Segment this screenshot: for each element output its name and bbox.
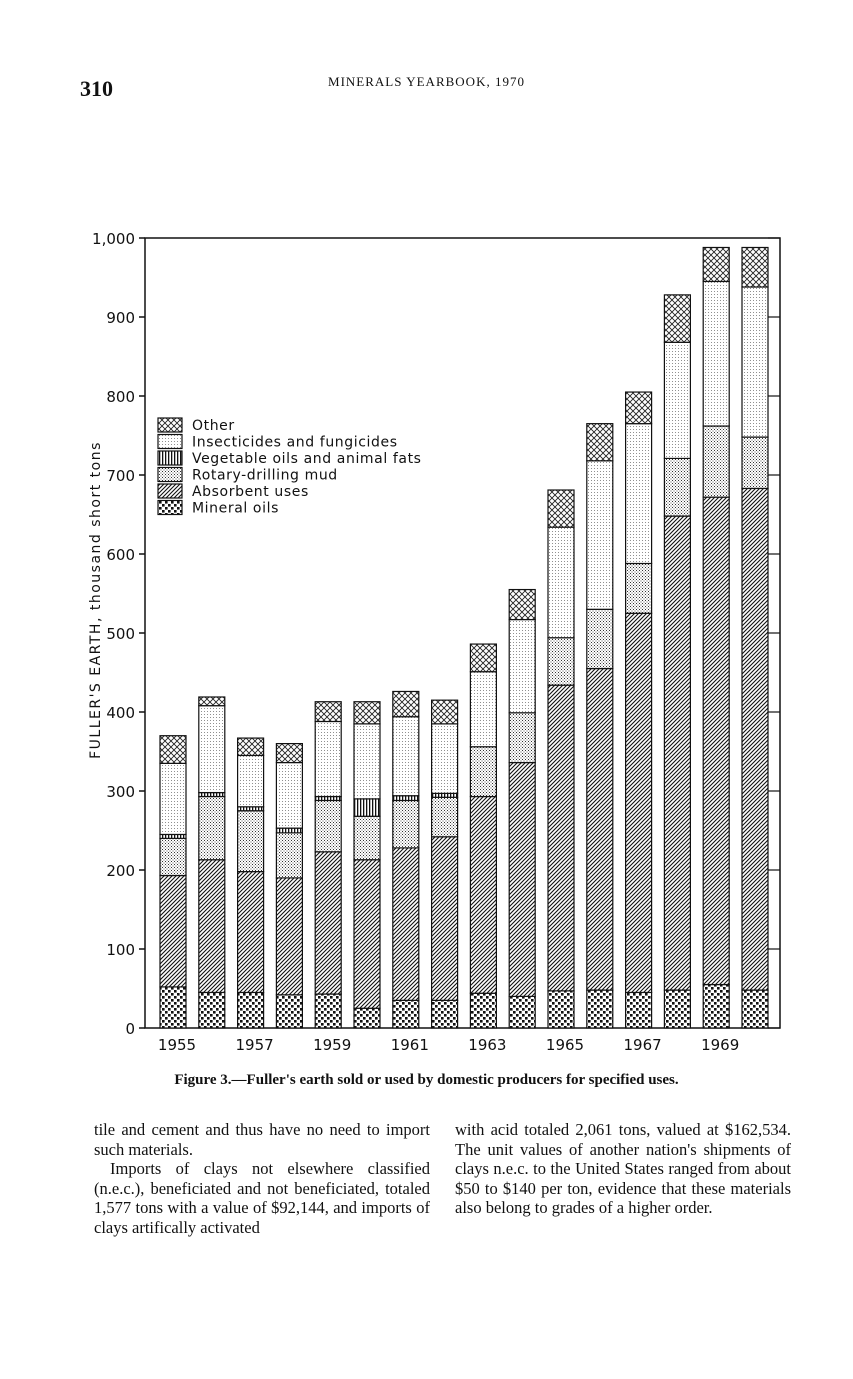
bar-segment bbox=[742, 437, 768, 488]
bar-segment bbox=[160, 987, 186, 1028]
figure-caption: Figure 3.—Fuller's earth sold or used by domestic producers for specified uses. bbox=[174, 1072, 679, 1088]
bar-segment bbox=[315, 852, 341, 994]
legend-label: Insecticides and fungicides bbox=[192, 434, 398, 451]
bar-segment bbox=[432, 837, 458, 1001]
y-axis-label: FULLER'S EARTH, thousand short tons bbox=[88, 441, 104, 759]
bar-segment bbox=[160, 736, 186, 764]
legend-swatch bbox=[158, 418, 182, 432]
bar-segment bbox=[509, 590, 535, 620]
bar-segment bbox=[703, 497, 729, 984]
bar-segment bbox=[470, 797, 496, 994]
bar-segment bbox=[354, 724, 380, 799]
bar-segment bbox=[742, 488, 768, 990]
bar-segment bbox=[626, 992, 652, 1028]
bar-segment bbox=[664, 990, 690, 1028]
bar-segment bbox=[470, 644, 496, 672]
bar-segment bbox=[548, 685, 574, 991]
x-tick-label: 1957 bbox=[235, 1036, 274, 1054]
x-tick-label: 1967 bbox=[623, 1036, 662, 1054]
paragraph: Imports of clays not elsewhere classified (n.e.c.), beneficiated and not beneficiated, totaled 1,577 tons with a value of $92,144, and imports of clays artifically activated bbox=[94, 1159, 430, 1237]
y-tick-label: 300 bbox=[106, 783, 135, 801]
right-column bbox=[455, 1120, 791, 1218]
bar-segment bbox=[432, 797, 458, 837]
legend-swatch bbox=[158, 468, 182, 482]
bar-segment bbox=[276, 744, 302, 763]
bar-segment bbox=[160, 763, 186, 834]
bar-segment bbox=[626, 563, 652, 613]
legend-swatch bbox=[158, 501, 182, 515]
bar-segment bbox=[626, 392, 652, 424]
bar-segment bbox=[315, 800, 341, 851]
paragraph: tile and cement and thus have no need to import such materials. bbox=[94, 1120, 430, 1159]
bar-segment bbox=[238, 992, 264, 1028]
bar-segment bbox=[199, 697, 225, 706]
bar-segment bbox=[548, 638, 574, 685]
bar-segment bbox=[315, 702, 341, 722]
running-title: MINERALS YEARBOOK, 1970 bbox=[328, 74, 525, 89]
bar-segment bbox=[276, 995, 302, 1028]
bar-segment bbox=[199, 797, 225, 860]
y-tick-label: 200 bbox=[106, 862, 135, 880]
bar-segment bbox=[664, 295, 690, 342]
y-tick-label: 0 bbox=[125, 1020, 135, 1038]
legend-label: Rotary-drilling mud bbox=[192, 467, 338, 484]
x-tick-label: 1955 bbox=[157, 1036, 197, 1054]
bar-segment bbox=[276, 833, 302, 878]
x-tick-label: 1963 bbox=[468, 1036, 507, 1054]
page-number: 310 bbox=[80, 76, 113, 101]
legend-label: Vegetable oils and animal fats bbox=[192, 451, 422, 467]
y-tick-label: 800 bbox=[106, 388, 135, 406]
bar-segment bbox=[238, 738, 264, 755]
y-tick-label: 100 bbox=[106, 941, 135, 959]
bar-segment bbox=[587, 461, 613, 610]
bar-segment bbox=[664, 458, 690, 516]
bar-segment bbox=[509, 763, 535, 997]
legend-swatch bbox=[158, 451, 182, 465]
bar-segment bbox=[354, 860, 380, 1009]
bar-segment bbox=[354, 1008, 380, 1028]
bar-segment bbox=[393, 717, 419, 796]
bar-segment bbox=[238, 872, 264, 993]
bar-segment bbox=[199, 992, 225, 1028]
bar-segment bbox=[393, 796, 419, 801]
legend-label: Mineral oils bbox=[192, 500, 279, 517]
y-tick-label: 700 bbox=[106, 467, 135, 485]
bar-segment bbox=[509, 620, 535, 713]
bar-segment bbox=[276, 763, 302, 829]
y-tick-label: 400 bbox=[106, 704, 135, 722]
legend-label: Absorbent uses bbox=[192, 484, 309, 500]
bar-segment bbox=[587, 609, 613, 668]
bar-segment bbox=[238, 755, 264, 806]
x-tick-label: 1965 bbox=[545, 1036, 585, 1054]
bar-segment bbox=[742, 990, 768, 1028]
x-tick-label: 1961 bbox=[390, 1036, 429, 1054]
legend-swatch bbox=[158, 484, 182, 498]
bar-segment bbox=[238, 811, 264, 872]
bar-segment bbox=[703, 426, 729, 497]
bar-segment bbox=[199, 860, 225, 993]
bar-segment bbox=[664, 516, 690, 990]
legend-swatch bbox=[158, 435, 182, 449]
bar-segment bbox=[470, 993, 496, 1028]
bar-segment bbox=[276, 828, 302, 833]
bar-segment bbox=[664, 342, 690, 458]
bar-segment bbox=[470, 672, 496, 747]
y-tick-label: 600 bbox=[106, 546, 135, 564]
bar-segment bbox=[626, 424, 652, 564]
bar-segment bbox=[470, 747, 496, 797]
bar-segment bbox=[587, 990, 613, 1028]
bar-segment bbox=[548, 490, 574, 527]
bar-segment bbox=[393, 800, 419, 847]
y-tick-label: 900 bbox=[106, 309, 135, 327]
bar-segment bbox=[703, 281, 729, 426]
bar-segment bbox=[354, 799, 380, 816]
bar-segment bbox=[587, 424, 613, 461]
bar-segment bbox=[393, 691, 419, 716]
bar-segment bbox=[626, 613, 652, 992]
bar-segment bbox=[703, 247, 729, 281]
bar-segment bbox=[703, 985, 729, 1028]
x-tick-label: 1959 bbox=[313, 1036, 352, 1054]
bar-segment bbox=[587, 669, 613, 991]
bar-segment bbox=[432, 1000, 458, 1028]
x-tick-label: 1969 bbox=[701, 1036, 740, 1054]
bar-segment bbox=[548, 527, 574, 638]
y-tick-label: 1,000 bbox=[92, 230, 135, 248]
bar-segment bbox=[315, 721, 341, 796]
paragraph: with acid totaled 2,061 tons, valued at $162,534. The unit values of another nation's shipments of clays n.e.c. to the United States ranged from about $50 to $140 per ton, evidence that these materials also belong to grades of a higher order. bbox=[455, 1120, 791, 1217]
bar-segment bbox=[354, 816, 380, 859]
bar-segment bbox=[276, 878, 302, 995]
y-tick-label: 500 bbox=[106, 625, 135, 643]
bar-segment bbox=[354, 702, 380, 724]
bar-segment bbox=[432, 700, 458, 724]
bar-segment bbox=[509, 713, 535, 763]
bar-segment bbox=[393, 1000, 419, 1028]
bar-segment bbox=[160, 876, 186, 987]
bar-segment bbox=[742, 287, 768, 437]
bar-segment bbox=[548, 991, 574, 1028]
bar-segment bbox=[432, 724, 458, 794]
bar-segment bbox=[393, 848, 419, 1000]
legend-label: Other bbox=[192, 418, 235, 434]
bar-segment bbox=[199, 706, 225, 793]
bar-segment bbox=[315, 994, 341, 1028]
left-column bbox=[94, 1120, 430, 1237]
bar-segment bbox=[742, 247, 768, 286]
bar-segment bbox=[160, 838, 186, 875]
bar-segment bbox=[509, 996, 535, 1028]
